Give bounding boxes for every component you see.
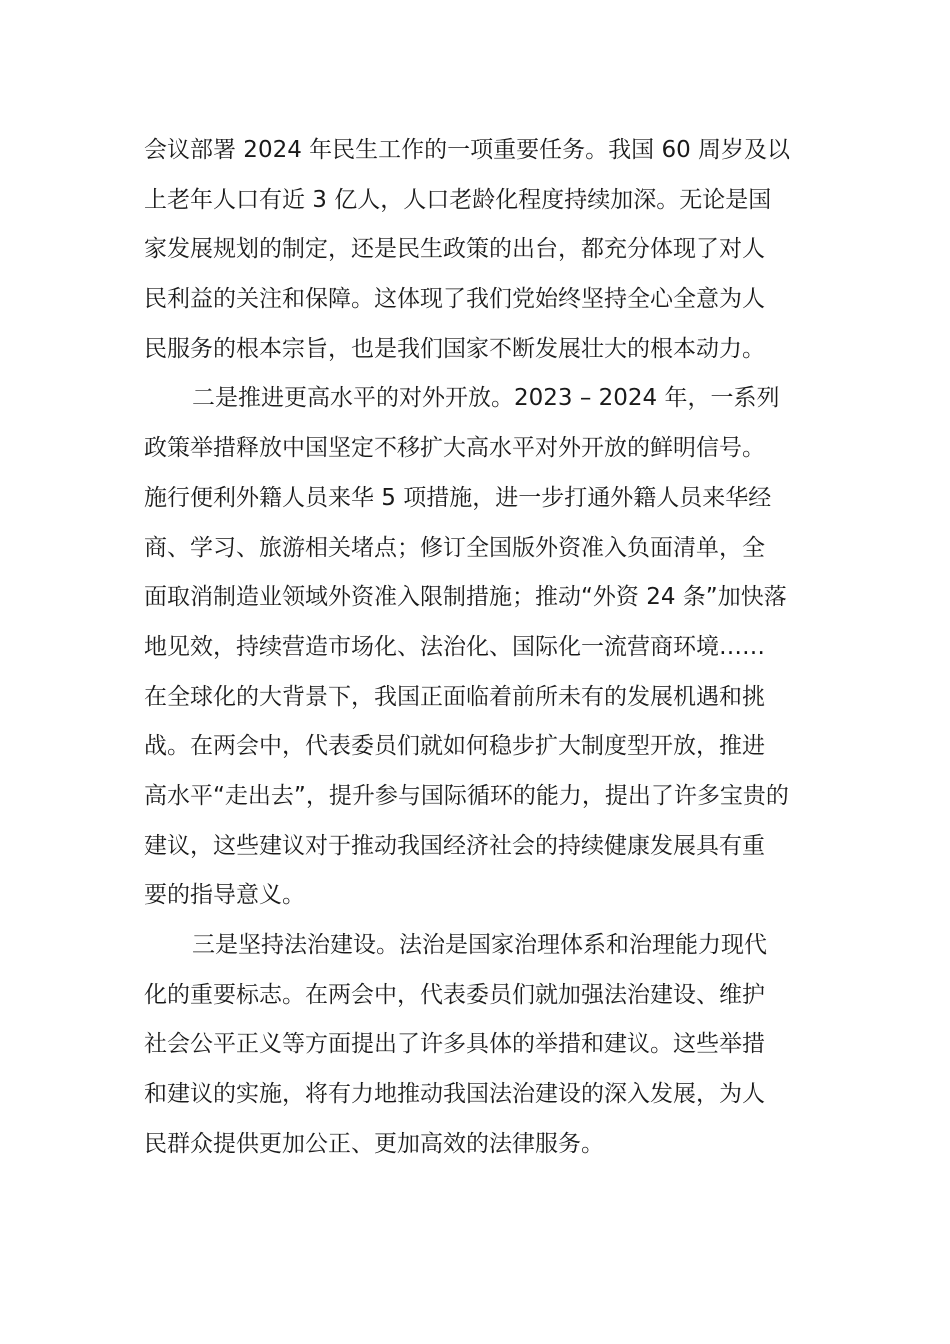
text-line: 商、学习、旅游相关堵点；修订全国版外资准入负面清单，全 — [144, 534, 765, 561]
text-line: 上老年人口有近 3 亿人，人口老龄化程度持续加深。无论是国 — [144, 186, 772, 213]
text-line: 战。在两会中，代表委员们就如何稳步扩大制度型开放，推进 — [144, 733, 765, 760]
text-line: 面取消制造业领域外资准入限制措施；推动“外资 24 条”加快落 — [144, 584, 787, 611]
text-line: 施行便利外籍人员来华 5 项措施，进一步打通外籍人员来华经 — [144, 484, 772, 511]
text-line: 民群众提供更加公正、更加高效的法律服务。 — [144, 1130, 604, 1157]
text-line: 会议部署 2024 年民生工作的一项重要任务。我国 60 周岁及以 — [144, 137, 791, 163]
paragraph-livelihood — [144, 126, 824, 374]
text-line: 二是推进更高水平的对外开放。2023 – 2024 年，一系列 — [192, 385, 780, 412]
body-text — [144, 126, 824, 1169]
text-line: 民利益的关注和保障。这体现了我们党始终坚持全心全意为人 — [144, 286, 765, 313]
text-line: 要的指导意义。 — [144, 882, 305, 909]
text-line: 和建议的实施，将有力地推动我国法治建设的深入发展，为人 — [144, 1081, 765, 1108]
text-line: 化的重要标志。在两会中，代表委员们就加强法治建设、维护 — [144, 981, 765, 1008]
text-line: 在全球化的大背景下，我国正面临着前所未有的发展机遇和挑 — [144, 683, 765, 710]
paragraph-opening-up — [144, 374, 824, 921]
text-line: 建议，这些建议对于推动我国经济社会的持续健康发展具有重 — [144, 832, 765, 859]
text-line: 地见效，持续营造市场化、法治化、国际化一流营商环境…… — [144, 633, 765, 660]
text-line: 政策举措释放中国坚定不移扩大高水平对外开放的鲜明信号。 — [144, 435, 765, 462]
text-line: 民服务的根本宗旨，也是我们国家不断发展壮大的根本动力。 — [144, 335, 765, 362]
paragraph-rule-of-law — [144, 921, 824, 1169]
text-line: 社会公平正义等方面提出了许多具体的举措和建议。这些举措 — [144, 1031, 765, 1058]
text-line: 高水平“走出去”，提升参与国际循环的能力，提出了许多宝贵的 — [144, 782, 789, 809]
text-line: 三是坚持法治建设。法治是国家治理体系和治理能力现代 — [192, 932, 767, 958]
text-line: 家发展规划的制定，还是民生政策的出台，都充分体现了对人 — [144, 236, 765, 263]
